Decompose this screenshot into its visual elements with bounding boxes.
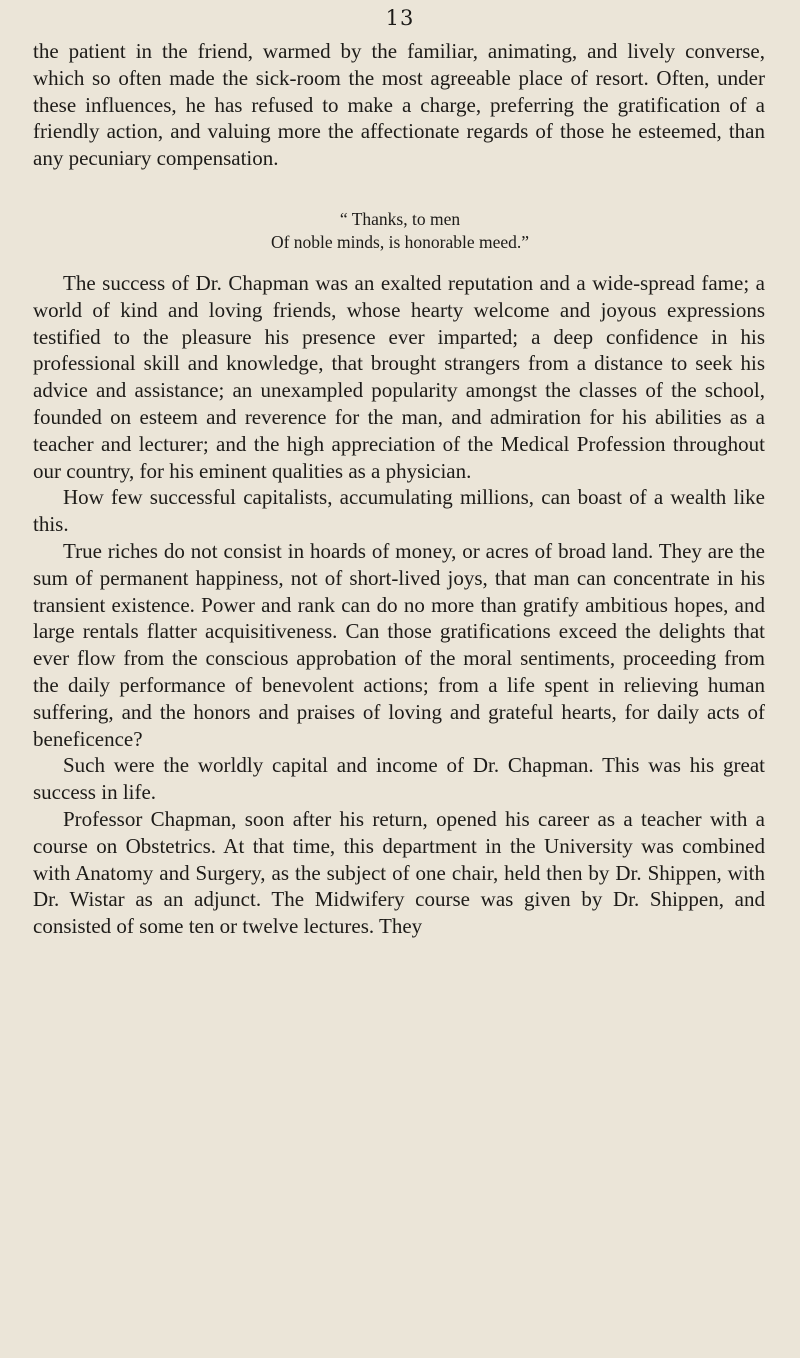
text-block-bottom: [33, 270, 765, 940]
quote-line: Of noble minds, is honorable meed.”: [270, 232, 530, 252]
page-number: 13: [385, 6, 415, 30]
text-block-top: [33, 38, 765, 172]
paragraph: True riches do not consist in hoards of money, or acres of broad land. They are the sum of permanent happiness, not of short-lived joys, that man can concentrate in his transient existence. Power and rank can do no more than gratify ambitious hopes, and large rentals flatter acquisitiveness. Can those gratifications exceed the delights that ever flow from the conscious approbation of the moral sentiments, proceeding from the daily performance of benevolent actions; from a life spent in relieving human suffering, and the honors and praises of loving and grateful hearts, for daily acts of beneficence?: [33, 538, 765, 751]
quote-line: “ Thanks, to men: [339, 209, 461, 229]
paragraph: Professor Chapman, soon after his return, opened his career as a teacher with a course on Obstetrics. At that time, this department in the University was combined with Anatomy and Surgery, as the subject of one chair, held then by Dr. Shippen, with Dr. Wistar as an adjunct. The Midwifery course was given by Dr. Shippen, and consisted of some ten or twelve lectures. They: [33, 806, 765, 939]
paragraph: Such were the worldly capital and income of Dr. Chapman. This was his great success in life.: [33, 753, 765, 805]
paragraph: the patient in the friend, warmed by the familiar, animating, and lively converse, which so often made the sick-room the most agreeable place of resort. Often, under these influences, he has refused to make a charge, preferring the gratification of a friendly action, and valuing more the affectionate regards of those he esteemed, than any pecuniary compensation.: [33, 39, 765, 171]
paragraph: How few successful capitalists, accumulating millions, can boast of a wealth like this.: [33, 485, 765, 537]
verse-quote: [0, 208, 800, 254]
paragraph: The success of Dr. Chapman was an exalted reputation and a wide-spread fame; a world of kind and loving friends, whose hearty welcome and joyous expressions testified to the pleasure his presence ever imparted; a deep confidence in his professional skill and knowledge, that brought strangers from a distance to seek his advice and assistance; an unexampled popularity amongst the classes of the school, founded on esteem and reverence for the man, and admiration for his abilities as a teacher and lecturer; and the high appreciation of the Medical Profession throughout our country, for his eminent qualities as a physician.: [33, 271, 765, 483]
